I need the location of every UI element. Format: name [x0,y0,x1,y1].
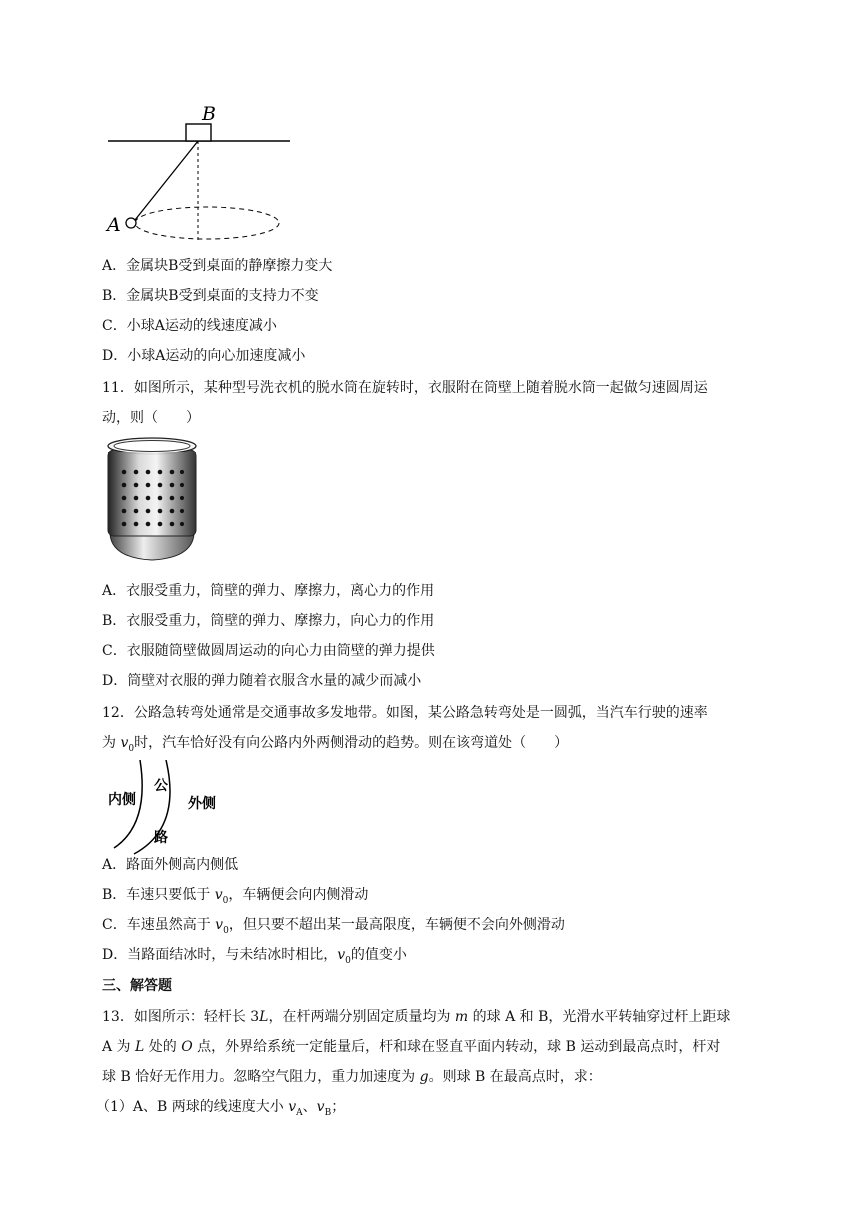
q11-stem-line1: 11．如图所示，某种型号洗衣机的脱水筒在旋转时，衣服附在筒壁上随着脱水筒一起做匀速圆周运 [102,380,708,396]
label-b: B [202,103,216,125]
q13-stem-line3: 球 B 恰好无作用力。忽略空气阻力，重力加速度为 g。则球 B 在最高点时，求： [102,1069,602,1085]
q13-stem-line1: 13．如图所示：轻杆长 3L，在杆两端分别固定质量均为 m 的球 A 和 B，光滑水平转轴穿过杆上距球 [102,1009,731,1025]
q10-figure [100,100,300,245]
spin-dryer-drum-figure [102,432,202,564]
ball-a [126,218,136,228]
label-road-1: 公 [154,778,168,794]
label-a: A [107,214,121,236]
q12-option-c: C．车速虽然高于 $v_0$，但只要不超出某一最高限度，车辆便不会向外侧滑动 [102,917,565,936]
q10-option-a: A．金属块B受到桌面的静摩擦力变大 [102,258,333,274]
label-road-2: 路 [154,830,168,846]
q12-stem-line2: 为 $v_0$时，汽车恰好没有向公路内外两侧滑动的趋势。则在该弯道处（ ） [102,735,569,754]
q11-option-a: A．衣服受重力，筒壁的弹力、摩擦力，离心力的作用 [102,583,435,599]
q11-option-c: C．衣服随筒壁做圆周运动的向心力由筒壁的弹力提供 [102,643,435,659]
q10-option-c: C．小球A运动的线速度减小 [102,318,277,334]
q12-option-d: D．当路面结冰时，与未结冰时相比，$v_0$的值变小 [102,947,407,966]
q11-option-b: B．衣服受重力，筒壁的弹力、摩擦力，向心力的作用 [102,613,435,629]
q13-stem-line2: A 为 L 处的 O 点，外界给系统一定能量后，杆和球在竖直平面内转动，球 B 运动到最高点时，杆对 [102,1039,721,1055]
q11-option-d: D．筒壁对衣服的弹力随着衣服含水量的减少而减小 [102,673,422,689]
q10-option-b: B．金属块B受到桌面的支持力不变 [102,288,319,304]
q12-option-a: A．路面外侧高内侧低 [102,857,239,873]
label-inner: 内侧 [108,792,136,808]
string [135,141,198,220]
q10-option-d: D．小球A运动的向心加速度减小 [102,348,306,364]
q12-stem-line1: 12．公路急转弯处通常是交通事故多发地带。如图，某公路急转弯处是一圆弧，当汽车行驶的速率 [102,705,708,721]
q11-stem-line2: 动，则（ ） [102,410,200,426]
road-bend-figure [102,760,232,856]
q13-subquestion-1: （1）A、B 两球的线速度大小 $v_A$、$v_B$； [96,1099,346,1118]
label-outer: 外侧 [188,796,216,812]
block-b [186,124,211,141]
orbit-ellipse [135,207,279,239]
section-heading: 三、解答题 [102,978,172,994]
q12-option-b: B．车速只要低于 $v_0$，车辆便会向内侧滑动 [102,887,369,906]
